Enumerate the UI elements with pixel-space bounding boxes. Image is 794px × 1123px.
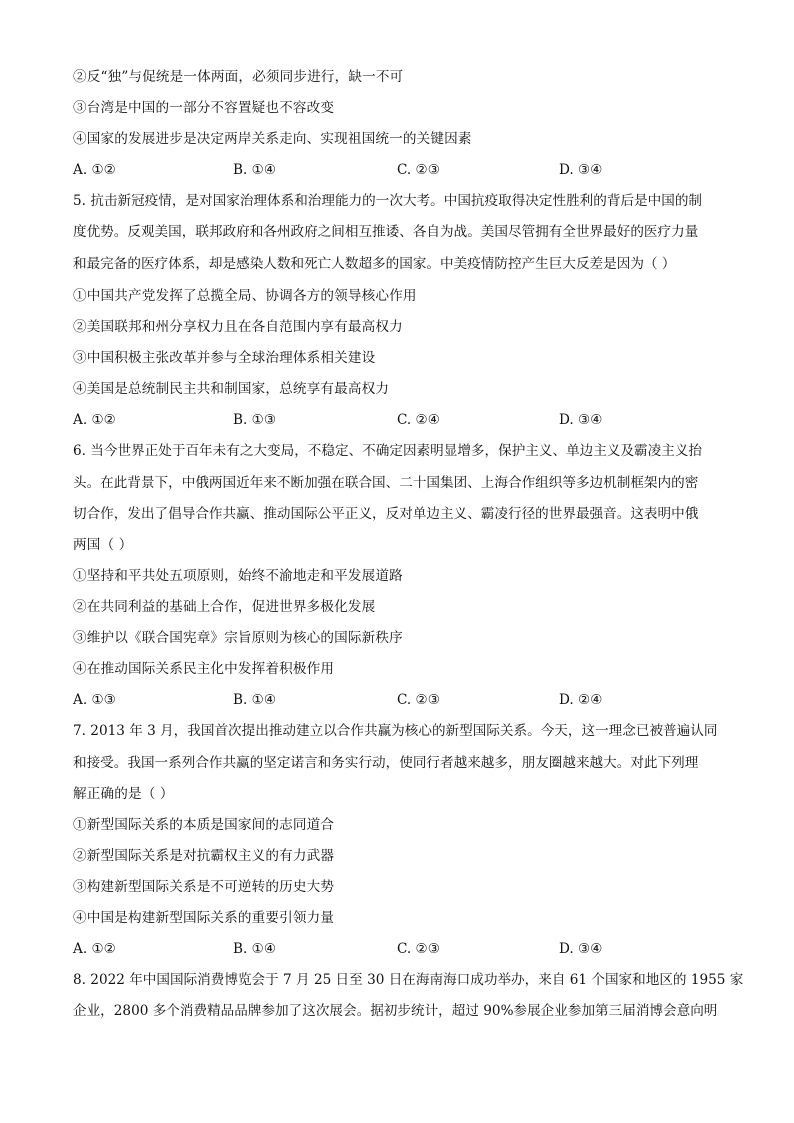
- q4-item-2: ②反“独”与促统是一体两面，必须同步进行，缺一不可: [73, 69, 404, 85]
- q5-stem-line-3: 和最完备的医疗体系，却是感染人数和死亡人数超多的国家。中美疫情防控产生巨大反差是因为（ ）: [73, 256, 676, 272]
- q5-item-1: ①中国共产党发挥了总揽全局、协调各方的领导核心作用: [73, 288, 417, 304]
- q6-item-3: ③维护以《联合国宪章》宗旨原则为核心的国际新秩序: [73, 630, 403, 646]
- q7-item-2: ②新型国际关系是对抗霸权主义的有力武器: [73, 848, 335, 864]
- q7-option-c[interactable]: C. ②③: [397, 941, 440, 957]
- q5-options: [73, 411, 733, 429]
- q4-option-d[interactable]: D. ③④: [559, 162, 603, 178]
- q6-item-1: ①坚持和平共处五项原则，始终不渝地走和平发展道路: [73, 568, 403, 584]
- q4-options: [73, 161, 733, 179]
- q5-stem-line-2: 度优势。反观美国，联邦政府和各州政府之间相互推诿、各自为战。美国尽管拥有全世界最好的医疗力量: [73, 224, 699, 240]
- q7-stem-line-2: 和接受。我国一系列合作共赢的坚定诺言和务实行动，使同行者越来越多，朋友圈越来越大。对此下列理: [73, 755, 699, 771]
- q7-stem-line-3: 解正确的是（ ）: [73, 786, 174, 802]
- q6-stem-line-2: 头。在此背景下，中俄两国近年来不断加强在联合国、二十国集团、上海合作组织等多边机制框架内的密: [73, 475, 699, 491]
- q5-item-2: ②美国联邦和州分享权力且在各自范围内享有最高权力: [73, 319, 403, 335]
- q6-item-4: ④在推动国际关系民主化中发挥着积极作用: [73, 661, 335, 677]
- q5-stem-line-1: 5. 抗击新冠疫情，是对国家治理体系和治理能力的一次大考。中国抗疫取得决定性胜利的背后是中国的制: [73, 193, 703, 209]
- q6-stem-line-4: 两国（ ）: [73, 537, 133, 553]
- q6-option-d[interactable]: D. ②④: [559, 692, 603, 708]
- q7-option-b[interactable]: B. ①④: [233, 941, 277, 957]
- q4-item-4: ④国家的发展进步是决定两岸关系走向、实现祖国统一的关键因素: [73, 131, 472, 147]
- q5-option-c[interactable]: C. ②④: [397, 412, 440, 428]
- q6-options: [73, 691, 733, 709]
- q5-option-d[interactable]: D. ③④: [559, 412, 603, 428]
- q7-option-a[interactable]: A. ①②: [73, 941, 116, 957]
- q4-option-c[interactable]: C. ②③: [397, 162, 440, 178]
- q7-item-3: ③构建新型国际关系是不可逆转的历史大势: [73, 879, 335, 895]
- q6-stem-line-3: 切合作，发出了倡导合作共赢、推动国际公平正义，反对单边主义、霸凌行径的世界最强音。这表明中俄: [73, 506, 699, 522]
- q7-stem-line-1: 7. 2013 年 3 月，我国首次提出推动建立以合作共赢为核心的新型国际关系。今天，这一理念已被普遍认同: [73, 723, 718, 739]
- q7-item-4: ④中国是构建新型国际关系的重要引领力量: [73, 910, 335, 926]
- q5-item-4: ④美国是总统制民主共和制国家，总统享有最高权力: [73, 381, 390, 397]
- q7-options: [73, 940, 733, 958]
- q4-item-3: ③台湾是中国的一部分不容置疑也不容改变: [73, 100, 335, 116]
- q6-stem-line-1: 6. 当今世界正处于百年未有之大变局，不稳定、不确定因素明显增多，保护主义、单边主义及霸凌主义抬: [73, 443, 703, 459]
- q5-item-3: ③中国积极主张改革并参与全球治理体系相关建设: [73, 350, 376, 366]
- q7-item-1: ①新型国际关系的本质是国家间的志同道合: [73, 817, 335, 833]
- q5-option-a[interactable]: A. ①②: [73, 412, 116, 428]
- q8-stem-line-1: 8. 2022 年中国国际消费博览会于 7 月 25 日至 30 日在海南海口成功举办，来自 61 个国家和地区的 1955 家: [73, 972, 744, 988]
- q6-item-2: ②在共同利益的基础上合作，促进世界多极化发展: [73, 599, 376, 615]
- q8-stem-line-2: 企业，2800 多个消费精品品牌参加了这次展会。据初步统计，超过 90%参展企业参加第三届消博会意向明: [73, 1003, 718, 1019]
- q6-option-a[interactable]: A. ①③: [73, 692, 116, 708]
- q7-option-d[interactable]: D. ③④: [559, 941, 603, 957]
- q4-option-a[interactable]: A. ①②: [73, 162, 116, 178]
- q4-option-b[interactable]: B. ①④: [233, 162, 277, 178]
- q6-option-b[interactable]: B. ①④: [233, 692, 277, 708]
- q5-option-b[interactable]: B. ①③: [233, 412, 277, 428]
- q6-option-c[interactable]: C. ②③: [397, 692, 440, 708]
